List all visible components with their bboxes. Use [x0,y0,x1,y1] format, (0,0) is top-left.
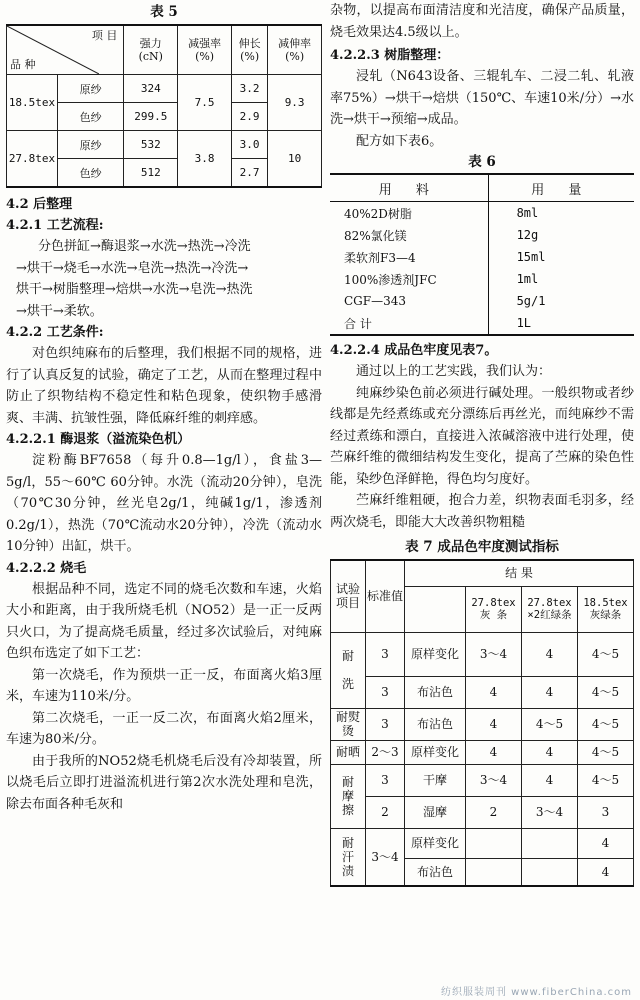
process-flow: 分色拼缸→酶退浆→水洗→热洗→冷洗 →烘干→烧毛→水洗→皂洗→热洗→冷洗→ 烘干→树脂整理→焙烘→水洗→皂洗→热洗 →烘干→柔软。 [16,239,253,319]
heading-4-2-2-2: 4.2.2.2 烧毛 [6,560,87,576]
col-strength-loss: 减强率 (%) [178,25,232,75]
paragraph-continued: 杂物，以提高布面清洁度和光洁度，确保产品质量，烧毛效果达4.5级以上。 [330,3,634,40]
table6-title: 表 6 [468,154,496,170]
heading-4-2: 4.2 后整理 [6,197,73,212]
right-column [330,0,634,887]
heading-4-2-2: 4.2.2 工艺条件: [6,325,104,340]
table5-title: 表 5 [150,4,178,20]
table-row: 耐 洗 3 原样变化 3～4 4 4～5 [331,632,634,676]
heading-4-2-2-4: 4.2.2.4 成品色牢度见表7。 [330,343,498,358]
table-row: 2 湿摩 2 3～4 3 [331,796,634,828]
heading-4-2-1: 4.2.1 工艺流程: [6,218,104,233]
paragraph-4-2-2-1: 淀粉酶BF7658（每升0.8—1g/l），食盐3—5g/l，55～60℃ 60分钟。水洗（流动20分钟），皂洗（70℃30分钟，丝光皂2g/1，纯碱1g/1，渗透剂0.2g/1），热洗（70℃流动水20分钟），冷洗（流动水10分钟）出缸，烘干。 [6,453,322,554]
table-row: 18.5tex 原纱 324 7.5 3.2 9.3 [7,75,322,103]
table-row: 色纱 512 2.7 [7,159,322,188]
paragraph-formula: 配方如下表6。 [356,133,443,149]
table-row: 耐熨 烫 3 布沾色 4 4～5 4～5 [331,708,634,740]
table-row: 耐 摩 擦 3 干摩 3～4 4 4～5 [331,764,634,796]
table6: 用 料 用 量 40%2D树脂 8ml 82%氯化镁 12g 柔软剂F3—4 15ml 100%渗透剂JFC 1ml CGF—343 5g/1 合 计 1L [330,173,634,336]
table-row: 柔软剂F3—4 15ml [330,246,634,268]
paragraph-4-2-2: 对色织纯麻布的后整理，我们根据不同的规格，进行了认真反复的试验，确定了工艺，从而在整理过程中防止了织物结构不稳定性和粘色现象，使织物手感滑爽、丰满、抗皱性强，降低麻纤维的刺痒感。 [6,346,322,426]
paragraph-conclusion-alkali: 纯麻纱染色前必须进行碱处理。一般织物或者纱线都是先经煮练或充分漂练后再丝光，而纯麻纱不需经过煮练和漂白，直接进入浓碱溶液中进行处理，使苎麻纤维的微细结构发生变化，提高了苎麻的染色性能，染纱色泽鲜艳，得色均匀度好。 [330,385,634,487]
table-row: 82%氯化镁 12g [330,224,634,246]
heading-4-2-2-1: 4.2.2.1 酶退浆（溢流染色机） [6,432,191,447]
table-row: 耐晒 2～3 原样变化 4 4 4～5 [331,740,634,764]
table5-corner-header: 项 目 品 种 [7,25,124,75]
paragraph-resin-finishing: 浸轧（N643设备、三辊轧车、二浸二轧、轧液率75%）→烘干→焙烘（150℃、车速10米/分）→水洗→烘干→预缩→成品。 [330,69,634,127]
heading-4-2-2-3: 4.2.2.3 树脂整理： [330,48,450,63]
table-row: 40%2D树脂 8ml [330,202,634,225]
watermark: 纺织服装周刊 www.fiberChina.com [441,987,632,998]
col-elongation: 伸长 (%) [231,25,267,75]
table5 [6,24,322,188]
paragraph-singeing-4: 由于我所的NO52烧毛机烧毛后没有冷却装置，所以烧毛后立即打进溢流机进行第2次水洗处理和皂洗，除去布面各种毛灰和 [6,753,322,812]
table-row: 合 计 1L [330,312,634,335]
col-strength: 强力 (cN) [124,25,178,75]
table7: 试验 项目 标准值 结 果 27.8tex 灰 条 27.8tex ×2红绿条 18.5tex 灰绿条 耐 洗 3 原样变化 3～4 4 4～5 3 布沾色 4 4 4～5 耐熨 烫 3 布沾色 4 4～5 4～5 耐晒 2～3 原样变化 4 4 4～5 耐 摩 擦 3 干摩 3～4 4 4～5 2 湿摩 2 3～4 3 耐 汗 渍 3～4 原样变化 4 布沾色 4 [330,559,634,887]
table-row: 布沾色 4 [331,858,634,886]
paragraph-conclusion-intro: 通过以上的工艺实践，我们认为： [356,364,552,379]
table-row: 100%渗透剂JFC 1ml [330,268,634,290]
col-elongation-loss: 减伸率 (%) [268,25,322,75]
paragraph-conclusion-singeing: 苎麻纤维粗硬，抱合力差，织物表面毛羽多，经两次烧毛，即能大大改善织物粗糙 [330,493,634,530]
left-column [6,0,322,815]
table7-title: 表 7 成品色牢度测试指标 [405,539,559,555]
paragraph-singeing-1: 根据品种不同，选定不同的烧毛次数和车速，火焰大小和距离，由于我所烧毛机（NO52）是一正一反两只火口，为了提高烧毛质量，经过多次试验后，对纯麻色织布选定了如下工艺： [6,581,322,661]
table-row: 27.8tex 原纱 532 3.8 3.0 10 [7,131,322,159]
table-row: 3 布沾色 4 4 4～5 [331,676,634,708]
table-row: CGF—343 5g/1 [330,290,634,312]
table-row: 色纱 299.5 2.9 [7,103,322,131]
table-row: 耐 汗 渍 3～4 原样变化 4 [331,828,634,858]
paragraph-singeing-2: 第一次烧毛，作为预烘一正一反，布面离火焰3厘米，车速为110米/分。 [6,667,322,704]
paragraph-singeing-3: 第二次烧毛，一正一反二次，布面离火焰2厘米，车速为80米/分。 [6,710,322,747]
